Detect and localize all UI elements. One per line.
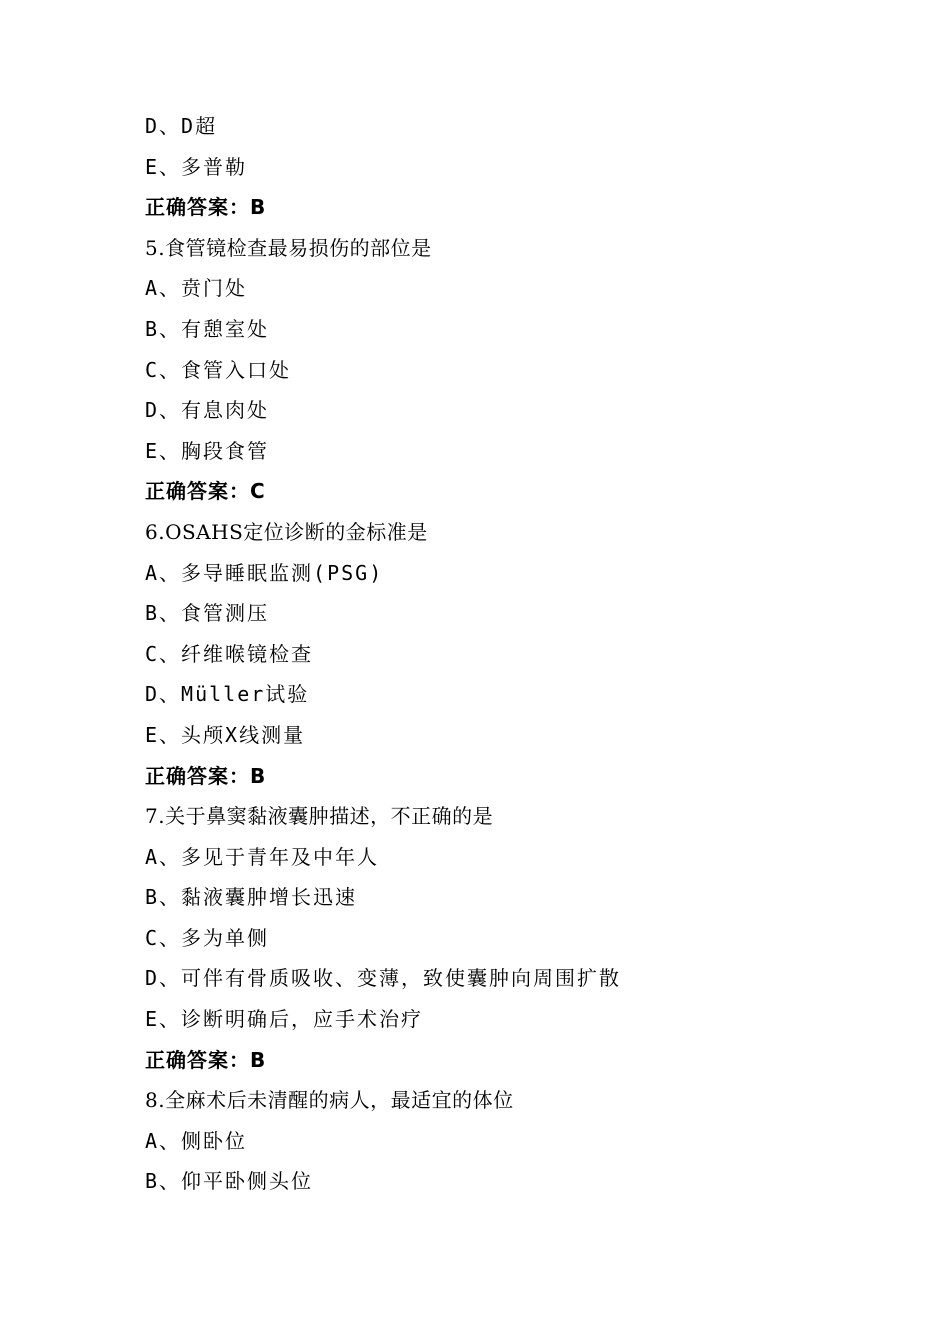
option-line: B、黏液囊肿增长迅速 [145, 885, 358, 910]
option-line: E、诊断明确后，应手术治疗 [145, 1007, 424, 1032]
option-line: B、食管测压 [145, 601, 270, 626]
answer-line: 正确答案：B [145, 195, 267, 220]
option-line: D、D超 [145, 114, 218, 138]
option-line: E、胸段食管 [145, 438, 270, 463]
option-line: E、头颅X线测量 [145, 722, 306, 747]
option-line: D、有息肉处 [145, 398, 270, 423]
option-line: B、仰平卧侧头位 [145, 1169, 314, 1194]
option-line: A、贲门处 [145, 276, 248, 301]
option-line: B、有憩室处 [145, 316, 270, 341]
option-line: A、多导睡眠监测(PSG) [145, 560, 384, 585]
answer-line: 正确答案：C [145, 479, 266, 504]
question-line: 5.食管镜检查最易损伤的部位是 [145, 235, 432, 260]
option-line: C、多为单侧 [145, 925, 270, 950]
question-line: 7.关于鼻窦黏液囊肿描述，不正确的是 [145, 804, 494, 829]
question-line: 8.全麻术后未清醒的病人，最适宜的体位 [145, 1088, 514, 1113]
option-line: C、纤维喉镜检查 [145, 641, 314, 666]
option-line: E、多普勒 [145, 154, 248, 179]
answer-line: 正确答案：B [145, 763, 267, 788]
option-line: D、可伴有骨质吸收、变薄，致使囊肿向周围扩散 [145, 966, 622, 991]
option-line: A、多见于青年及中年人 [145, 844, 380, 869]
question-line: 6.OSAHS定位诊断的金标准是 [145, 519, 428, 544]
option-line: D、Müller试验 [145, 682, 310, 707]
exam-content [145, 106, 905, 1202]
option-line: A、侧卧位 [145, 1128, 248, 1153]
option-line: C、食管入口处 [145, 357, 292, 382]
answer-line: 正确答案：B [145, 1047, 267, 1072]
